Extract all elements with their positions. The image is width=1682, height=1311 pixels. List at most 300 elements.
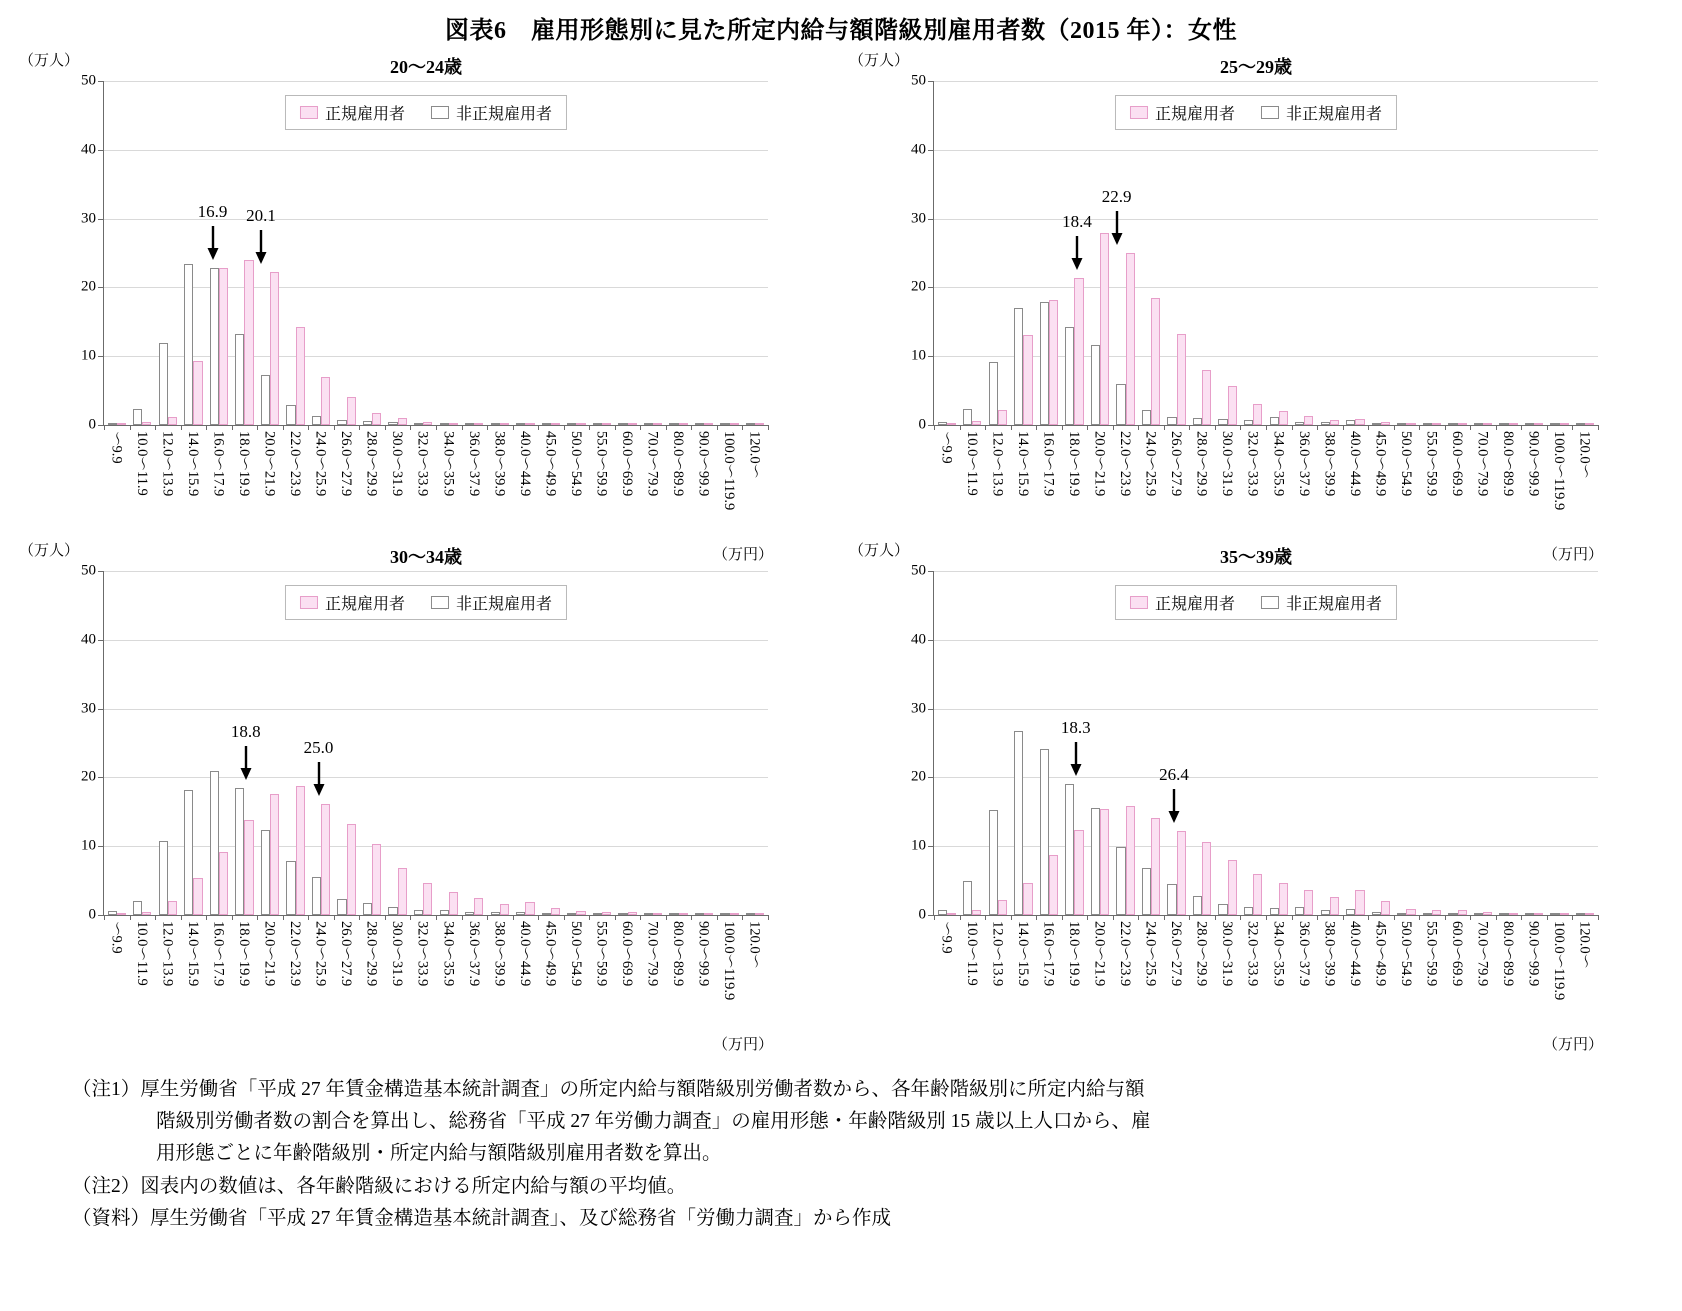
x-axis-tick-mark [1445, 915, 1446, 920]
x-axis-tick-mark [1062, 425, 1063, 430]
chart-title-3: 35〜39歳 [1220, 547, 1292, 567]
x-axis-tick-label: 22.0〜23.9 [287, 921, 304, 987]
bar-nonregular [720, 913, 729, 915]
x-axis-tick-mark [206, 425, 207, 430]
y-axis-tick-mark [98, 846, 104, 847]
x-axis-tick-mark [589, 425, 590, 430]
x-axis-tick-label: 30.0〜31.9 [389, 921, 406, 987]
bar-regular [347, 824, 356, 916]
y-axis-tick-label: 50 [81, 562, 96, 579]
bar-regular [1023, 335, 1032, 425]
bar-nonregular [1576, 913, 1585, 915]
x-axis-tick-mark [1087, 915, 1088, 920]
x-axis-tick-mark [385, 915, 386, 920]
bar-nonregular [1474, 423, 1483, 425]
bar-regular [270, 272, 279, 425]
annotation-value: 25.0 [303, 738, 334, 758]
bar-regular [423, 883, 432, 915]
y-axis-tick-mark [98, 571, 104, 572]
bar-nonregular [938, 910, 947, 915]
bar-regular [270, 794, 279, 915]
y-axis-tick-mark [928, 356, 934, 357]
bar-regular [1432, 423, 1441, 425]
x-axis-tick-mark [1394, 425, 1395, 430]
notes-block [72, 1075, 1652, 1236]
bar-nonregular [465, 423, 474, 425]
bar-regular [1049, 855, 1058, 915]
bar-nonregular [1321, 422, 1330, 425]
x-axis-tick-mark [257, 915, 258, 920]
y-axis-tick-mark [928, 777, 934, 778]
bar-regular [1534, 913, 1543, 915]
bar-nonregular [1372, 423, 1381, 425]
x-axis-tick-mark [1113, 425, 1114, 430]
x-axis-tick-mark [130, 425, 131, 430]
y-axis-tick-mark [928, 846, 934, 847]
bar-regular [1074, 278, 1083, 425]
x-axis-tick-mark [1240, 915, 1241, 920]
bar-nonregular [1346, 420, 1355, 425]
x-axis-tick-mark [1419, 915, 1420, 920]
x-axis-tick-label: 40.0〜44.9 [1346, 921, 1363, 987]
x-axis-tick-label: 34.0〜35.9 [1270, 431, 1287, 497]
legend-item-nonregular-1 [1261, 101, 1382, 124]
x-axis-tick-label: 45.0〜49.9 [542, 431, 559, 497]
bar-regular [321, 377, 330, 425]
bar-regular [602, 423, 611, 425]
bar-regular [1560, 423, 1569, 425]
x-axis-tick-label: 80.0〜89.9 [1500, 431, 1517, 497]
x-axis-tick-mark [640, 915, 641, 920]
bar-regular [704, 423, 713, 425]
bar-regular [1355, 419, 1364, 425]
y-axis-tick-mark [98, 640, 104, 641]
legend-swatch-nonregular-icon [1261, 596, 1279, 609]
bar-regular [1279, 411, 1288, 425]
bar-regular [947, 423, 956, 425]
x-axis-tick-label: 55.0〜59.9 [593, 921, 610, 987]
x-axis-tick-label: 50.0〜54.9 [567, 431, 584, 497]
x-axis-tick-label: 32.0〜33.9 [414, 921, 431, 987]
chart-panel-3 [841, 539, 1671, 1053]
x-axis-tick-label: 16.0〜17.9 [1040, 431, 1057, 497]
bar-nonregular [542, 423, 551, 425]
x-axis-tick-mark [1547, 425, 1548, 430]
bar-nonregular [312, 416, 321, 425]
bar-nonregular [989, 810, 998, 915]
x-axis-tick-mark [564, 425, 565, 430]
bar-regular [551, 423, 560, 425]
y-axis-unit-1: （万人） [849, 53, 910, 69]
bar-regular [347, 397, 356, 425]
bar-nonregular [963, 881, 972, 915]
chart-legend-2 [285, 585, 567, 620]
x-axis-tick-label: 〜9.9 [108, 431, 125, 464]
bar-regular [372, 844, 381, 915]
x-axis-tick-mark [487, 915, 488, 920]
annotation-value: 20.1 [246, 206, 276, 226]
x-axis-tick-mark [691, 425, 692, 430]
bar-nonregular [1014, 308, 1023, 425]
bar-nonregular [669, 913, 678, 915]
x-axis-tick-mark [1470, 915, 1471, 920]
y-axis-tick-mark [98, 150, 104, 151]
bar-nonregular [210, 771, 219, 915]
legend-label-regular: 正規雇用者 [324, 596, 405, 613]
bar-regular [704, 913, 713, 915]
bar-nonregular [1142, 868, 1151, 915]
y-axis-tick-label: 0 [918, 906, 926, 923]
x-axis-tick-label: 34.0〜35.9 [1270, 921, 1287, 987]
bar-nonregular [363, 421, 372, 425]
bar-regular [219, 268, 228, 425]
bar-nonregular [1218, 904, 1227, 915]
bar-regular [1483, 423, 1492, 425]
bar-nonregular [133, 409, 142, 426]
x-axis-tick-mark [487, 425, 488, 430]
x-axis-tick-mark [283, 425, 284, 430]
x-axis-tick-mark [717, 915, 718, 920]
x-axis-tick-mark [1343, 915, 1344, 920]
bar-regular [998, 410, 1007, 425]
legend-swatch-regular-icon [300, 596, 318, 609]
y-axis-tick-label: 20 [911, 278, 926, 295]
y-axis-tick-label: 40 [81, 141, 96, 158]
bar-nonregular [1397, 913, 1406, 915]
x-axis-tick-mark [934, 425, 935, 430]
bar-nonregular [388, 422, 397, 425]
y-axis-tick-mark [98, 219, 104, 220]
bar-regular [1202, 842, 1211, 915]
x-axis-tick-mark [1164, 425, 1165, 430]
bar-nonregular [1270, 417, 1279, 425]
annotation-value: 22.9 [1101, 187, 1132, 206]
bar-regular [398, 418, 407, 425]
legend-item-regular-0 [300, 101, 405, 124]
y-axis-tick-mark [98, 709, 104, 710]
x-axis-tick-label: 26.0〜27.9 [338, 921, 355, 987]
annotation-value: 18.4 [1062, 212, 1092, 232]
x-axis-tick-label: 30.0〜31.9 [1219, 431, 1236, 497]
bar-regular [947, 913, 956, 915]
legend-swatch-regular-icon [1130, 596, 1148, 609]
x-axis-tick-label: 50.0〜54.9 [567, 921, 584, 987]
y-axis-tick-mark [928, 150, 934, 151]
bar-regular [628, 423, 637, 425]
bar-regular [1228, 860, 1237, 915]
bar-nonregular [1448, 913, 1457, 915]
bar-nonregular [516, 423, 525, 425]
x-axis-tick-mark [436, 915, 437, 920]
x-axis-tick-label: 20.0〜21.9 [261, 921, 278, 987]
x-axis-tick-mark [985, 915, 986, 920]
x-axis-tick-label: 14.0〜15.9 [184, 431, 201, 497]
y-axis-tick-label: 10 [81, 347, 96, 364]
y-axis-unit-0: （万人） [19, 53, 80, 69]
bar-regular [372, 413, 381, 425]
y-axis-tick-label: 40 [81, 631, 96, 648]
bar-nonregular [542, 913, 551, 915]
x-axis-tick-mark [1215, 915, 1216, 920]
x-axis-tick-mark [768, 425, 769, 430]
x-axis-tick-mark [410, 425, 411, 430]
x-axis-tick-mark [155, 425, 156, 430]
bar-nonregular [1295, 907, 1304, 915]
x-axis-tick-mark [104, 425, 105, 430]
x-axis-tick-label: 22.0〜23.9 [1117, 431, 1134, 497]
bar-nonregular [1423, 423, 1432, 425]
x-axis-tick-label: 16.0〜17.9 [1040, 921, 1057, 987]
bar-regular [1432, 910, 1441, 915]
bar-regular [117, 423, 126, 425]
x-axis-tick-mark [589, 915, 590, 920]
bar-nonregular [414, 910, 423, 916]
x-axis-unit-2: （万円） [713, 1037, 774, 1053]
x-axis-tick-mark [462, 425, 463, 430]
x-axis-unit-3: （万円） [1543, 1037, 1604, 1053]
bar-nonregular [746, 423, 755, 425]
x-axis-tick-label: 45.0〜49.9 [542, 921, 559, 987]
x-axis-tick-label: 55.0〜59.9 [593, 431, 610, 497]
bar-nonregular [363, 903, 372, 915]
bar-regular [1458, 910, 1467, 915]
x-axis-tick-mark [308, 425, 309, 430]
x-axis-tick-mark [513, 915, 514, 920]
bar-regular [296, 327, 305, 425]
gridline [104, 777, 768, 778]
x-axis-tick-mark [181, 425, 182, 430]
y-axis-tick-mark [98, 287, 104, 288]
bar-nonregular [491, 912, 500, 915]
bar-nonregular [108, 423, 117, 425]
x-axis-tick-mark [666, 425, 667, 430]
x-axis-tick-mark [1292, 915, 1293, 920]
bar-regular [423, 422, 432, 425]
bar-nonregular [644, 913, 653, 915]
x-axis-tick-label: 24.0〜25.9 [312, 921, 329, 987]
y-axis-tick-label: 50 [911, 562, 926, 579]
gridline [934, 571, 1598, 572]
x-axis-tick-label: 26.0〜27.9 [1168, 431, 1185, 497]
bar-nonregular [491, 423, 500, 425]
x-axis-tick-mark [1572, 915, 1573, 920]
x-axis-tick-label: 70.0〜79.9 [1474, 431, 1491, 497]
note-1-text-1: 厚生労働省「平成 27 年賃金構造基本統計調査」の所定内給与額階級別労働者数から、各年齢階級別に所定内給与額 [140, 1079, 1145, 1100]
bar-nonregular [159, 841, 168, 915]
x-axis-tick-label: 20.0〜21.9 [1091, 921, 1108, 987]
x-axis-tick-label: 90.0〜99.9 [695, 921, 712, 987]
bar-nonregular [1116, 384, 1125, 425]
x-axis-tick-label: 16.0〜17.9 [210, 921, 227, 987]
bar-regular [1126, 253, 1135, 425]
x-axis-tick-label: 36.0〜37.9 [465, 921, 482, 987]
x-axis-tick-label: 100.0〜119.9 [1551, 921, 1568, 1001]
x-axis-tick-label: 30.0〜31.9 [1219, 921, 1236, 987]
bar-nonregular [235, 788, 244, 915]
x-axis-tick-mark [513, 425, 514, 430]
y-axis-tick-label: 0 [88, 416, 96, 433]
x-axis-tick-label: 36.0〜37.9 [1295, 921, 1312, 987]
bar-nonregular [1525, 913, 1534, 915]
bar-nonregular [414, 423, 423, 425]
bar-nonregular [337, 899, 346, 915]
x-axis-tick-mark [1062, 915, 1063, 920]
x-axis-tick-mark [1011, 425, 1012, 430]
bar-nonregular [1193, 896, 1202, 915]
bar-regular [576, 423, 585, 425]
bar-regular [755, 913, 764, 915]
x-axis-tick-mark [1368, 425, 1369, 430]
y-axis-tick-label: 40 [911, 631, 926, 648]
x-axis-tick-label: 90.0〜99.9 [695, 431, 712, 497]
legend-item-regular-2 [300, 591, 405, 614]
x-axis-tick-mark [985, 425, 986, 430]
note-1-line-2: 階級別労働者数の割合を算出し、総務省「平成 27 年労働力調査」の雇用形態・年齢階級別 15 歳以上人口から、雇 [156, 1111, 1151, 1133]
bar-nonregular [235, 334, 244, 425]
bar-nonregular [312, 877, 321, 915]
x-axis-tick-mark [130, 915, 131, 920]
bar-nonregular [746, 913, 755, 915]
bar-regular [1585, 913, 1594, 915]
plot-area-0 [81, 72, 768, 511]
bar-regular [1406, 909, 1415, 915]
legend-item-regular-3 [1130, 591, 1235, 614]
bar-nonregular [938, 422, 947, 425]
note-1-label: （注1） [72, 1079, 141, 1100]
bar-regular [1100, 809, 1109, 915]
bar-regular [525, 902, 534, 915]
bar-nonregular [989, 362, 998, 425]
bar-nonregular [1448, 423, 1457, 425]
bar-regular [1049, 300, 1058, 425]
x-axis-tick-label: 26.0〜27.9 [1168, 921, 1185, 987]
x-axis-tick-label: 38.0〜39.9 [491, 921, 508, 987]
x-axis-tick-label: 12.0〜13.9 [159, 431, 176, 497]
annotation-arrow-icon [1069, 742, 1083, 776]
x-axis-tick-mark [1317, 425, 1318, 430]
bar-nonregular [1218, 419, 1227, 425]
x-axis-tick-label: 32.0〜33.9 [1244, 921, 1261, 987]
gridline [104, 640, 768, 641]
x-axis-tick-label: 80.0〜89.9 [1500, 921, 1517, 987]
bar-nonregular [963, 409, 972, 426]
x-axis-tick-mark [768, 915, 769, 920]
bar-nonregular [337, 420, 346, 426]
bar-regular [679, 423, 688, 425]
x-axis-tick-label: 36.0〜37.9 [1295, 431, 1312, 497]
bar-nonregular [1167, 417, 1176, 425]
x-axis-unit-1: （万円） [1543, 547, 1604, 563]
legend-item-regular-1 [1130, 101, 1235, 124]
x-axis-tick-mark [934, 915, 935, 920]
chart-panel-2 [11, 539, 841, 1053]
x-axis-tick-mark [666, 915, 667, 920]
plot-area-3 [911, 562, 1598, 1001]
bar-regular [525, 423, 534, 425]
bar-nonregular [593, 913, 602, 915]
note-1-line-3: 用形態ごとに年齢階級別・所定内給与額階級別雇用者数を算出。 [156, 1143, 722, 1165]
bar-regular [1151, 298, 1160, 425]
y-axis-unit-2: （万人） [19, 543, 80, 559]
bar-nonregular [1142, 410, 1151, 425]
bar-nonregular [261, 375, 270, 425]
x-axis-tick-mark [104, 915, 105, 920]
gridline [104, 81, 768, 82]
bar-nonregular [1040, 749, 1049, 915]
x-axis-tick-label: 22.0〜23.9 [1117, 921, 1134, 987]
x-axis-tick-label: 24.0〜25.9 [312, 431, 329, 497]
gridline [934, 709, 1598, 710]
x-axis-tick-mark [640, 425, 641, 430]
x-axis-tick-mark [206, 915, 207, 920]
x-axis-tick-mark [1087, 425, 1088, 430]
x-axis-tick-label: 12.0〜13.9 [159, 921, 176, 987]
bar-regular [1202, 370, 1211, 425]
bar-regular [972, 421, 981, 425]
y-axis-tick-label: 30 [81, 700, 96, 717]
bar-regular [1151, 818, 1160, 915]
legend-label-regular: 正規雇用者 [1154, 106, 1235, 123]
y-axis-tick-label: 10 [911, 347, 926, 364]
legend-label-nonregular: 非正規雇用者 [1286, 106, 1383, 123]
bar-nonregular [669, 423, 678, 425]
bar-regular [296, 786, 305, 915]
y-axis-tick-label: 20 [81, 768, 96, 785]
bar-regular [1560, 913, 1569, 915]
x-axis-tick-label: 28.0〜29.9 [1193, 921, 1210, 987]
bar-regular [1228, 386, 1237, 425]
bar-regular [449, 892, 458, 915]
y-axis-tick-label: 0 [918, 416, 926, 433]
x-axis-tick-mark [1011, 915, 1012, 920]
bar-nonregular [184, 264, 193, 425]
x-axis-tick-label: 16.0〜17.9 [210, 431, 227, 497]
x-axis-tick-label: 100.0〜119.9 [721, 431, 738, 511]
x-axis-tick-mark [257, 425, 258, 430]
figure-title: 図表6 雇用形態別に見た所定内給与額階級別雇用者数（2015 年）：女性 [445, 18, 1237, 44]
bar-nonregular [567, 913, 576, 915]
bar-regular [679, 913, 688, 915]
x-axis-tick-label: 100.0〜119.9 [721, 921, 738, 1001]
bar-nonregular [695, 913, 704, 915]
bar-regular [1585, 423, 1594, 425]
bar-nonregular [644, 423, 653, 425]
x-axis-tick-label: 10.0〜11.9 [133, 921, 150, 986]
y-axis-tick-label: 0 [88, 906, 96, 923]
x-axis-tick-label: 22.0〜23.9 [287, 431, 304, 497]
annotation-arrow-icon [312, 762, 326, 796]
bar-regular [142, 912, 151, 915]
x-axis-tick-mark [308, 915, 309, 920]
x-axis-tick-mark [742, 915, 743, 920]
bar-nonregular [1550, 913, 1559, 915]
bar-regular [576, 911, 585, 915]
bar-regular [1509, 423, 1518, 425]
gridline [934, 81, 1598, 82]
bar-regular [1074, 830, 1083, 915]
bar-regular [755, 423, 764, 425]
x-axis-tick-label: 38.0〜39.9 [1321, 921, 1338, 987]
bar-nonregular [1423, 913, 1432, 915]
legend-swatch-regular-icon [300, 106, 318, 119]
x-axis-tick-mark [1419, 425, 1420, 430]
bar-nonregular [1270, 908, 1279, 915]
y-axis-tick-mark [928, 640, 934, 641]
x-axis-tick-label: 20.0〜21.9 [1091, 431, 1108, 497]
bar-regular [1483, 912, 1492, 915]
x-axis-tick-label: 70.0〜79.9 [644, 921, 661, 987]
bar-nonregular [1474, 913, 1483, 915]
